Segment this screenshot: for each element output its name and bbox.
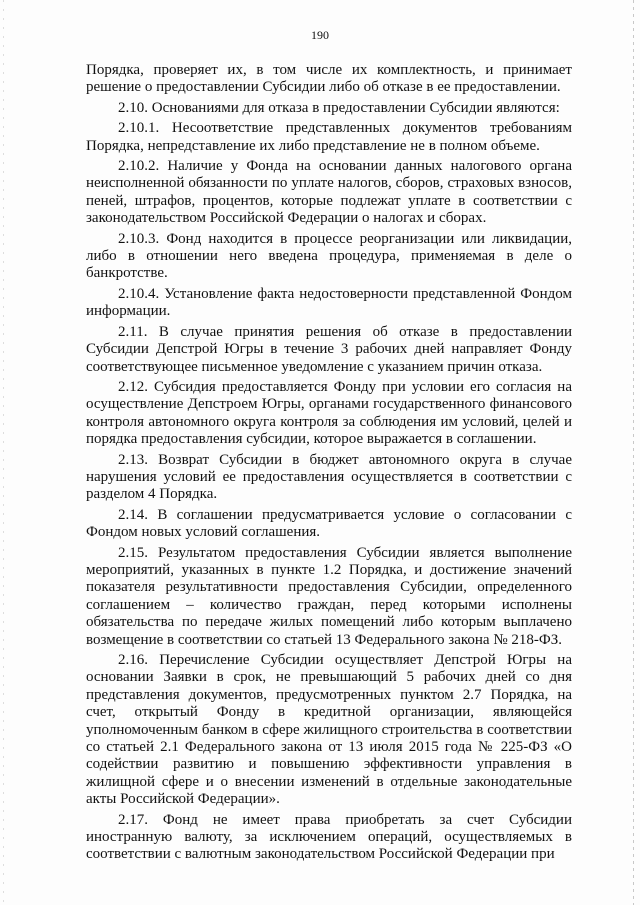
- paragraph-2-16: 2.16. Перечисление Субсидии осуществляет Депстрой Югры на основании Заявки в срок, не превышающий 5 рабочих дней со дня представления документов, предусмотренных пунктом 2.7 Порядка, на счет, открытый Фонду в кредитной организации, являющейся уполномоченным банком в сфере жилищного строительства в соответствии со статьей 2.1 Федерального закона от 13 июля 2015 года № 225-ФЗ «О содействии развитию и повышению эффективности управления в жилищной сфере и о внесении изменений в отдельные законодательные акты Российской Федерации».: [86, 652, 572, 808]
- paragraph-2-15: 2.15. Результатом предоставления Субсидии является выполнение мероприятий, указанных в пункте 1.2 Порядка, и достижение значений показателя результативности предоставления Субсидии, определенного соглашением – количество граждан, перед которыми исполнены обязательства по передаче жилых помещений либо которым выплачено возмещение в соответствии со статьей 13 Федерального закона № 218-ФЗ.: [86, 544, 572, 648]
- paragraph-2-11: 2.11. В случае принятия решения об отказе в предоставлении Субсидии Депстрой Югры в течение 3 рабочих дней направляет Фонду соответствующее письменное уведомление с указанием причин отказа.: [86, 323, 572, 375]
- scan-edge-left: [3, 0, 4, 905]
- paragraph-2-12: 2.12. Субсидия предоставляется Фонду при условии его согласия на осуществление Депстроем Югры, органами государственного финансового контроля автономного округа контроля за соблюдения им условий, целей и порядка предоставления субсидии, которое выражается в соглашении.: [86, 378, 572, 448]
- paragraph-2-10-4: 2.10.4. Установление факта недостоверности представленной Фондом информации.: [86, 285, 572, 320]
- paragraph-2-10-2: 2.10.2. Наличие у Фонда на основании данных налогового органа неисполненной обязанности по уплате налогов, сборов, страховых взносов, пеней, штрафов, процентов, которые подлежат уплате в соответствии с законодательством Российской Федерации о налогах и сборах.: [86, 158, 572, 227]
- page-number: 190: [311, 28, 329, 42]
- paragraph-2-14: 2.14. В соглашении предусматривается условие о согласовании с Фондом новых условий соглашения.: [86, 506, 572, 541]
- paragraph-continuation: Порядка, проверяет их, в том числе их комплектность, и принимает решение о предоставлении Субсидии либо об отказе в ее предоставлении.: [86, 62, 572, 96]
- document-body: [86, 62, 572, 867]
- paragraph-2-10: 2.10. Основаниями для отказа в предоставлении Субсидии являются:: [118, 99, 560, 116]
- paragraph-2-17: 2.17. Фонд не имеет права приобретать за счет Субсидии иностранную валюту, за исключением операций, осуществляемых в соответствии с валютным законодательством Российской Федерации при: [86, 811, 572, 863]
- paragraph-2-10-3: 2.10.3. Фонд находится в процессе реорганизации или ликвидации, либо в отношении него введена процедура, применяемая в деле о банкротстве.: [86, 230, 572, 282]
- paragraph-2-13: 2.13. Возврат Субсидии в бюджет автономного округа в случае нарушения условий ее предоставления осуществляется в соответствии с разделом 4 Порядка.: [86, 451, 572, 503]
- scan-edge-right: [633, 0, 634, 905]
- paragraph-2-10-1: 2.10.1. Несоответствие представленных документов требованиям Порядка, непредставление их либо представление не в полном объеме.: [86, 120, 572, 154]
